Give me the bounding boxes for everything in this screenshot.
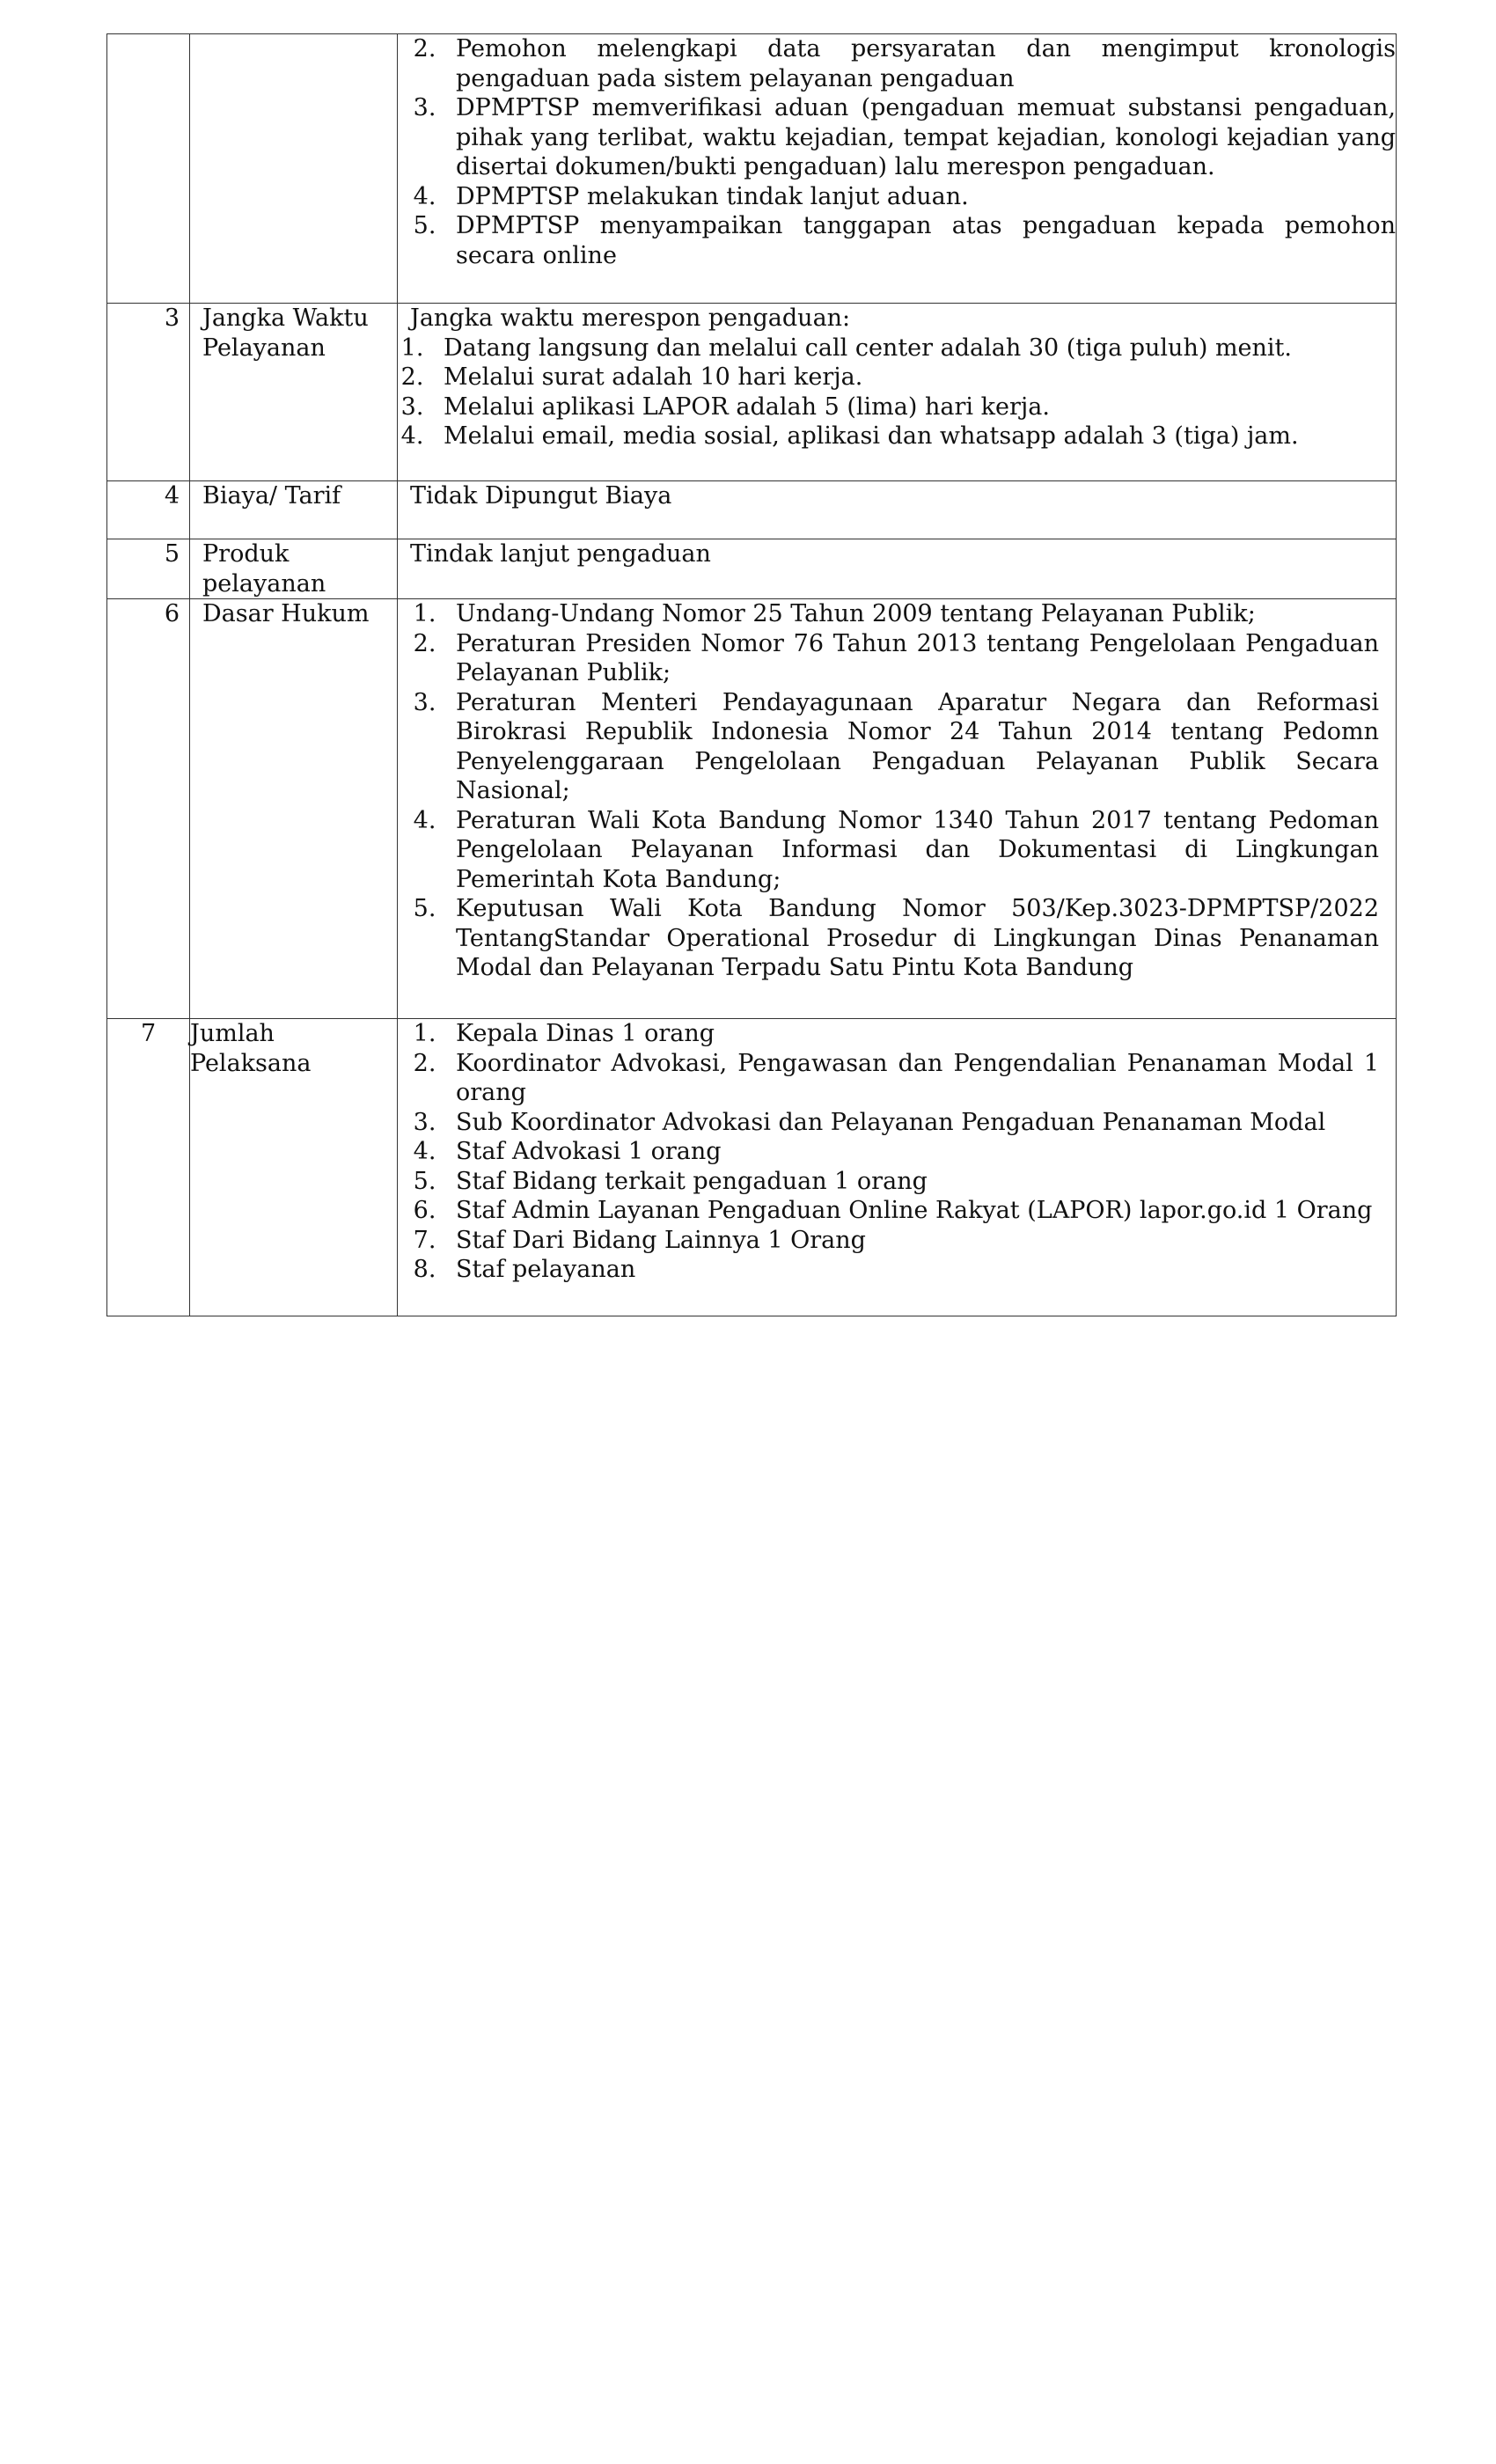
list-item: 3. DPMPTSP memverifikasi aduan (pengaduan memuat substansi pengaduan, pihak yang terlibat, waktu kejadian, tempat kejadian, konologi kejadian yang disertai dokumen/bukti pengaduan) lalu merespon pengaduan. [444, 93, 1396, 182]
procedure-steps-list [410, 34, 1396, 270]
list-item: 5. Staf Bidang terkait pengaduan 1 orang [444, 1167, 1379, 1197]
list-item: 5. DPMPTSP menyampaikan tanggapan atas pengaduan kepada pemohon secara online [444, 211, 1396, 270]
list-item: 1. Undang-Undang Nomor 25 Tahun 2009 tentang Pelayanan Publik; [444, 599, 1379, 629]
row-content: Tidak Dipungut Biaya [398, 481, 1397, 539]
list-item: 4. Staf Advokasi 1 orang [444, 1137, 1379, 1167]
row-label: Jumlah Pelaksana [190, 1019, 398, 1316]
personnel-list [410, 1019, 1379, 1285]
sop-table [106, 33, 1397, 1316]
table-row-service-time [107, 304, 1397, 481]
list-item: 1. Datang langsung dan melalui call center adalah 30 (tiga puluh) menit. [431, 334, 1396, 363]
row-content: Tindak lanjut pengaduan [398, 539, 1397, 599]
list-item: 3. Melalui aplikasi LAPOR adalah 5 (lima) hari kerja. [431, 392, 1396, 422]
row-number: 3 [107, 304, 190, 481]
row-number: 7 [107, 1019, 190, 1316]
row-number: 5 [107, 539, 190, 599]
list-item: 8. Staf pelayanan [444, 1255, 1379, 1285]
row-number-cell [107, 34, 190, 304]
list-item: 3. Sub Koordinator Advokasi dan Pelayanan Pengaduan Penanaman Modal [444, 1108, 1379, 1138]
service-time-intro: Jangka waktu merespon pengaduan: [410, 304, 851, 332]
table-row-legal-basis [107, 599, 1397, 1019]
row-content-cell [398, 34, 1397, 304]
row-label: Biaya/ Tarif [190, 481, 398, 539]
list-item: 3. Peraturan Menteri Pendayagunaan Aparatur Negara dan Reformasi Birokrasi Republik Indonesia Nomor 24 Tahun 2014 tentang Pedomn Penyelenggaraan Pengelolaan Pengaduan Pelayanan Publik Secara Nasional; [444, 688, 1379, 806]
list-item: 2. Koordinator Advokasi, Pengawasan dan Pengendalian Penanaman Modal 1 orang [444, 1049, 1379, 1108]
list-item: 4. Peraturan Wali Kota Bandung Nomor 1340 Tahun 2017 tentang Pedoman Pengelolaan Pelayanan Informasi dan Dokumentasi di Lingkungan Pemerintah Kota Bandung; [444, 806, 1379, 895]
row-label: Dasar Hukum [190, 599, 398, 1019]
table-row-service-product [107, 539, 1397, 599]
table-row-personnel [107, 1019, 1397, 1316]
row-content-cell [398, 599, 1397, 1019]
row-content-cell [398, 304, 1397, 481]
legal-basis-list [410, 599, 1379, 983]
list-item: 6. Staf Admin Layanan Pengaduan Online Rakyat (LAPOR) lapor.go.id 1 Orang [444, 1196, 1379, 1226]
table-row-procedure-continued [107, 34, 1397, 304]
list-item: 5. Keputusan Wali Kota Bandung Nomor 503/Kep.3023-DPMPTSP/2022 TentangStandar Operational Prosedur di Lingkungan Dinas Penanaman Modal dan Pelayanan Terpadu Satu Pintu Kota Bandung [444, 894, 1379, 983]
row-label-cell [190, 34, 398, 304]
list-item: 4. Melalui email, media sosial, aplikasi dan whatsapp adalah 3 (tiga) jam. [431, 422, 1396, 451]
list-item: 7. Staf Dari Bidang Lainnya 1 Orang [444, 1226, 1379, 1256]
list-item: 1. Kepala Dinas 1 orang [444, 1019, 1379, 1049]
row-number: 6 [107, 599, 190, 1019]
row-label: Produk pelayanan [190, 539, 398, 599]
row-number: 4 [107, 481, 190, 539]
list-item: 2. Peraturan Presiden Nomor 76 Tahun 2013 tentang Pengelolaan Pengaduan Pelayanan Publik; [444, 629, 1379, 688]
list-item: 2. Pemohon melengkapi data persyaratan dan mengimput kronologis pengaduan pada sistem pelayanan pengaduan [444, 34, 1396, 93]
row-content-cell [398, 1019, 1397, 1316]
service-time-list [410, 334, 1396, 451]
table-row-fee [107, 481, 1397, 539]
list-item: 4. DPMPTSP melakukan tindak lanjut aduan. [444, 182, 1396, 212]
list-item: 2. Melalui surat adalah 10 hari kerja. [431, 363, 1396, 392]
row-label: Jangka Waktu Pelayanan [190, 304, 398, 481]
